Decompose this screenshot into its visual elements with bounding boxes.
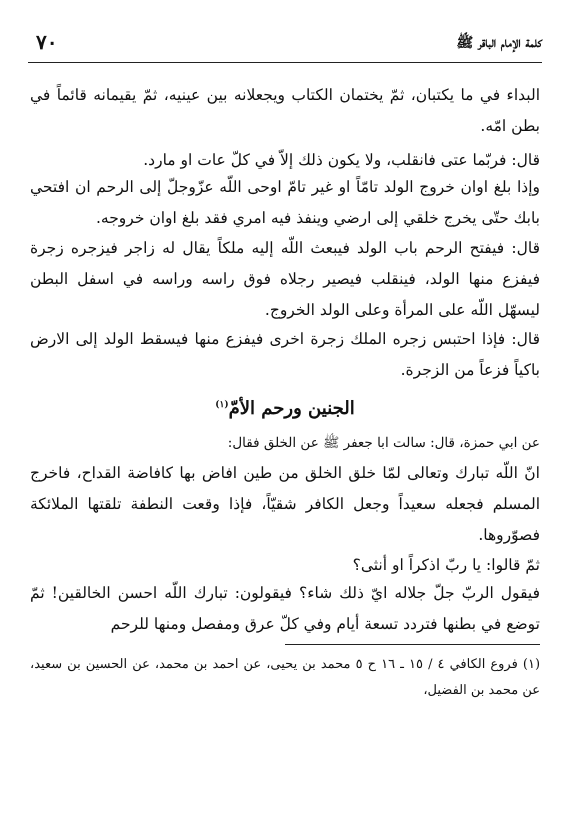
running-header-title: كلمة الإمام الباقر ﷺ <box>456 35 542 51</box>
paragraph-1: البداء في ما يكتبان، ثمّ يختمان الكتاب ويجعلانه بين عينيه، ثمّ يقيمانه قائماً في بطن امّه. <box>30 86 540 135</box>
section-heading <box>0 398 570 419</box>
paragraph-5: قال: فإذا احتبس زجره الملك زجرة اخرى فيفزع منها فيسقط الولد إلى الارض باكياً فزعاً من الزجرة. <box>30 330 540 379</box>
footnote-marker: (١) <box>215 400 229 410</box>
page-number: ٧٠ <box>36 30 58 54</box>
paragraph-4: قال: فيفتح الرحم باب الولد فيبعث اللّه إليه ملكاً يقال له زاجر فيزجره زجرة فيفزع منها الولد، فينقلب فيصير رجلاه فوق راسه وراسه في اسفل البطن ليسهّل اللّه على المرأة وعلى الولد الخروج. <box>30 239 540 319</box>
section-paragraph-3: فيقول الربّ جلّ جلاله ايّ ذلك شاء؟ فيقولون: تبارك اللّه احسن الخالقين! ثمّ توضع في بطنها فتردد تسعة أيام وفي كلّ عرق ومفصل ومنها للرحم <box>30 584 540 633</box>
footnote-divider <box>285 644 540 645</box>
header-divider <box>28 62 542 63</box>
footnote: (١) فروع الكافي ٤ / ١٥ ـ ١٦ ح ٥ محمد بن يحيى، عن احمد بن محمد، عن الحسين بن سعيد، عن محمد بن الفضيل، <box>30 657 541 698</box>
paragraph-3: وإذا بلغ اوان خروج الولد تامّاً او غير تامّ اوحى اللّه عزّوجلّ إلى الرحم ان افتحي بابك حتّى يخرج خلقي إلى ارضي وينفذ فيه امري فقد بلغ اوان خروجه. <box>30 178 540 227</box>
section-paragraph-1: انّ اللّه تبارك وتعالى لمّا خلق الخلق من طين افاض بها كافاضة القداح، فاخرج المسلم فجعله سعيداً وجعل الكافر شقيّاً، فإذا وقعت النطفة تلقتها الملائكة فصوّروها. <box>30 464 540 544</box>
section-title: الجنين ورحم الأمّ <box>228 398 355 419</box>
section-intro: عن ابي حمزة، قال: سالت ابا جعفر ﷺ عن الخلق فقال: <box>227 435 540 451</box>
section-paragraph-2: ثمّ قالوا: يا ربّ اذكراً او أنثى؟ <box>352 556 540 574</box>
paragraph-2: قال: فربّما عتى فانقلب، ولا يكون ذلك إلاّ في كلّ عات او مارد. <box>143 151 540 169</box>
